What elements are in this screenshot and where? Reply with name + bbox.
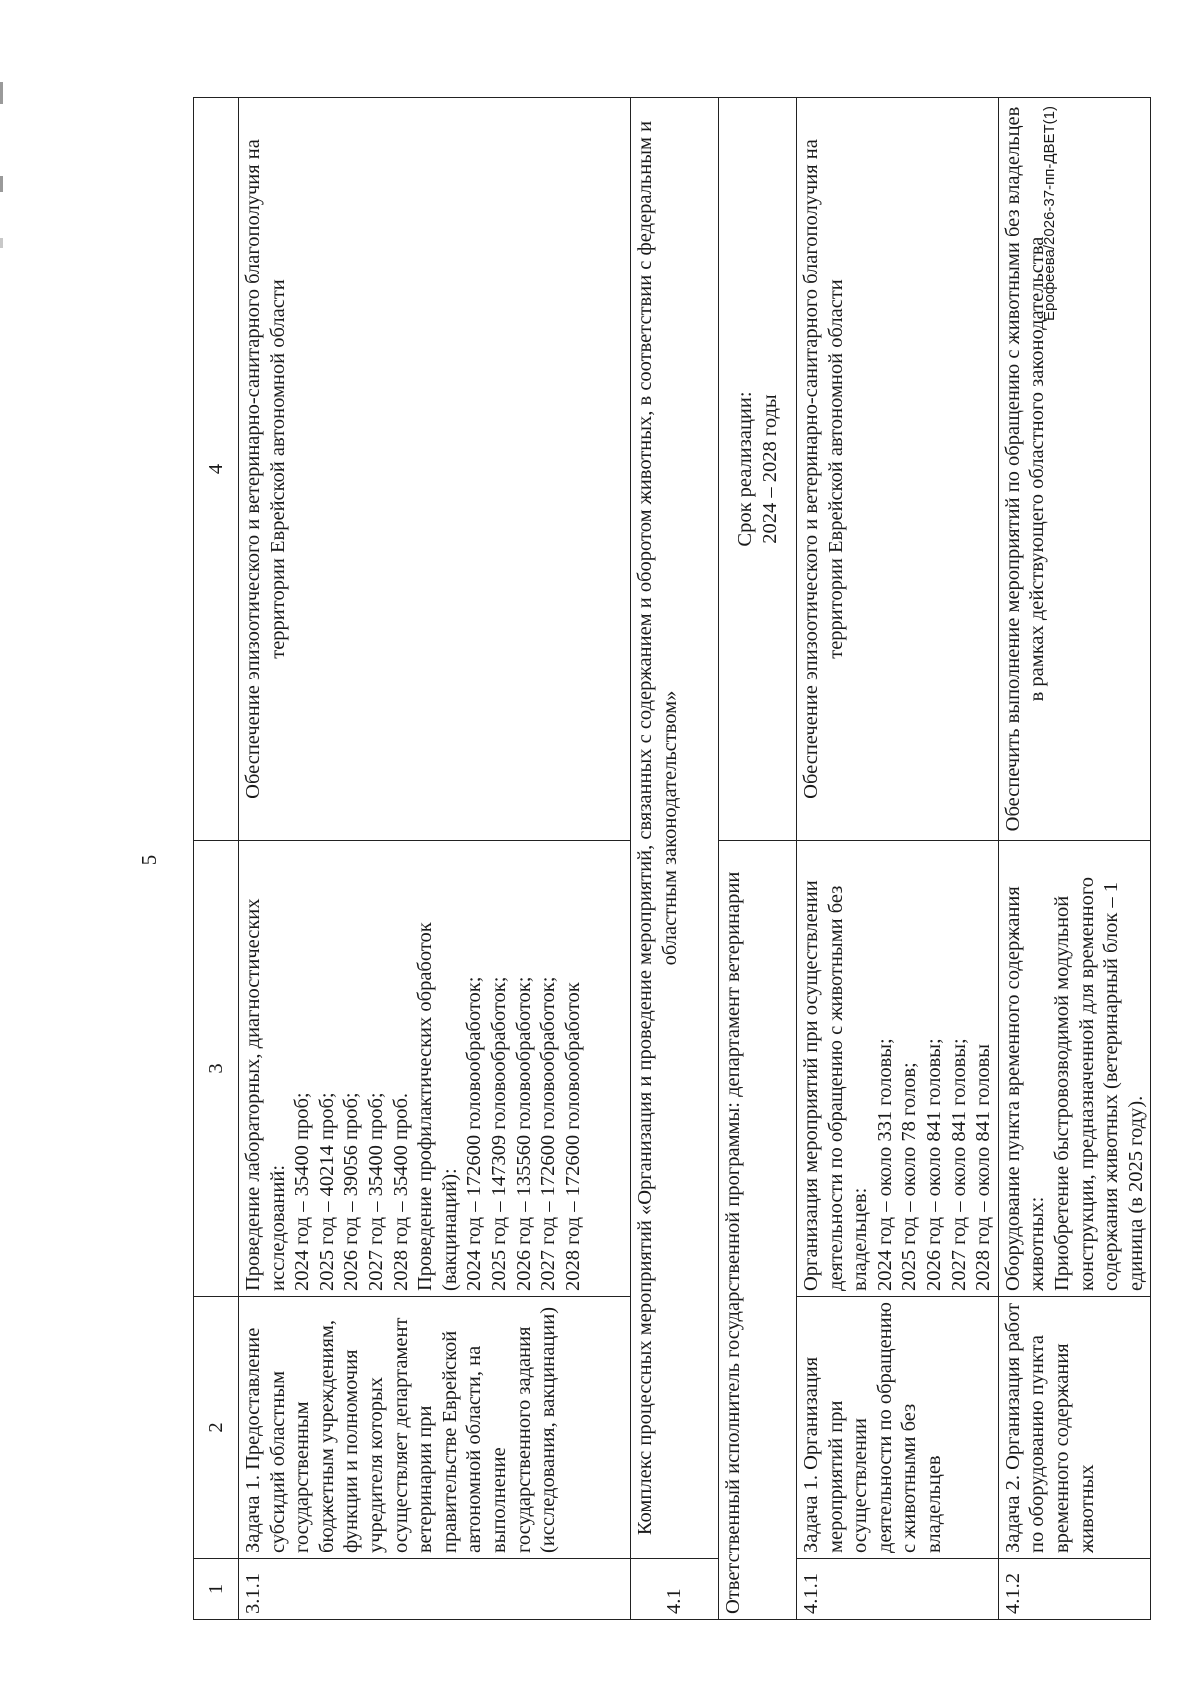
indicator-line: 2027 год – 172600 головообработок;	[537, 976, 560, 1291]
indicator-line: 2024 год – около 331 головы;	[873, 1038, 896, 1291]
term-label: Срок реализации:	[733, 391, 756, 547]
indicator-heading: Организация мероприятий при осуществлении деятельности по обращению с животными без владельцев:	[800, 880, 872, 1291]
term-value: 2024 – 2028 годы	[758, 394, 781, 544]
indicator-line: 2025 год – 147309 головообработок;	[487, 976, 510, 1291]
indicator-line: 2027 год – около 841 головы;	[947, 1038, 970, 1291]
header-row	[194, 98, 239, 1620]
responsible-row	[719, 98, 797, 1620]
header-cell: 2	[194, 1297, 239, 1559]
indicator-heading: Проведение лабораторных, диагностических исследований:	[242, 898, 289, 1291]
indicator-line: 2024 год – 172600 головообработок;	[463, 976, 486, 1291]
section-title: Комплекс процессных мероприятий «Организация и проведение мероприятий, связанных с содержанием и оборотом животных, в соответствии с федеральным и областным законодательством»	[631, 98, 719, 1559]
indicator-line: 2026 год – 135560 головообработок;	[512, 976, 535, 1291]
indicator-line: 2026 год – около 841 головы;	[922, 1038, 945, 1291]
rotated-page	[135, 100, 1147, 1620]
table-row	[797, 98, 999, 1620]
indicator-line: 2026 год – 39056 проб;	[340, 1092, 363, 1291]
section-row	[631, 98, 719, 1620]
row-number: 4.1.1	[797, 1559, 999, 1620]
indicator-line: 2025 год – около 78 голов;	[898, 1062, 921, 1291]
indicator-line: 2024 год – 35400 проб;	[291, 1092, 314, 1291]
indicator-text: Приобретение быстровозводимой модульной конструкции, предназначенной для временного содержания животных (ветеринарный блок – 1 единица (в 2025 году).	[1050, 876, 1147, 1291]
result-cell: Обеспечить выполнение мероприятий по обращению с животными без владельцев в рамках действующего областного законодательства	[998, 98, 1151, 841]
program-table	[193, 97, 1151, 1620]
responsible-executor: Ответственный исполнитель государственной программы: департамент ветеринарии	[719, 841, 797, 1620]
indicator-heading: Оборудование пункта временного содержания животных:	[1001, 886, 1049, 1291]
indicator-list	[873, 846, 996, 1291]
task-cell: Задача 1. Предоставление субсидий областным государственным бюджетным учреждениям, функции и полномочия учредителя которых осуществляет департамент ветеринарии при правительстве Еврейской автономной области, на выполнение государственного задания (исследования, вакцинации)	[239, 1297, 631, 1559]
scan-mark	[0, 82, 3, 104]
header-cell: 3	[194, 841, 239, 1297]
row-number: 4.1	[631, 1559, 719, 1620]
indicators-cell	[797, 841, 999, 1297]
indicator-list	[462, 846, 585, 1291]
table-row	[998, 98, 1151, 1620]
row-number: 4.1.2	[998, 1559, 1151, 1620]
header-cell: 1	[194, 1559, 239, 1620]
indicator-line: 2028 год – 172600 головообработок	[561, 982, 584, 1291]
result-cell: Обеспечение эпизоотического и ветеринарно-санитарного благополучия на территории Еврейской автономной области	[797, 98, 999, 841]
term-cell	[719, 98, 797, 841]
indicator-line: 2028 год – 35400 проб.	[389, 1092, 412, 1291]
page-number: 5	[137, 854, 161, 866]
task-cell: Задача 2. Организация работ по оборудованию пункта временного содержания животных	[998, 1297, 1151, 1559]
task-cell: Задача 1. Организация мероприятий при осуществлении деятельности по обращению с животными без владельцев	[797, 1297, 999, 1559]
indicator-line: 2027 год – 35400 проб;	[364, 1092, 387, 1291]
header-cell: 4	[194, 98, 239, 841]
document-code: Ерофеева/2026-37-пп-ДВЕТ(1)	[1041, 106, 1058, 321]
indicator-list	[290, 846, 413, 1291]
result-cell: Обеспечение эпизоотического и ветеринарно-санитарного благополучия на территории Еврейской автономной области	[239, 98, 631, 841]
row-number: 3.1.1	[239, 1559, 631, 1620]
scan-mark	[0, 176, 3, 192]
indicator-line: 2028 год – около 841 головы	[972, 1043, 995, 1291]
indicators-cell	[239, 841, 631, 1297]
table-row	[239, 98, 631, 1620]
scan-mark	[0, 238, 3, 248]
indicator-heading: Проведение профилактических обработок (вакцинаций):	[414, 922, 461, 1291]
indicators-cell	[998, 841, 1151, 1297]
indicator-line: 2025 год – 40214 проб;	[315, 1092, 338, 1291]
